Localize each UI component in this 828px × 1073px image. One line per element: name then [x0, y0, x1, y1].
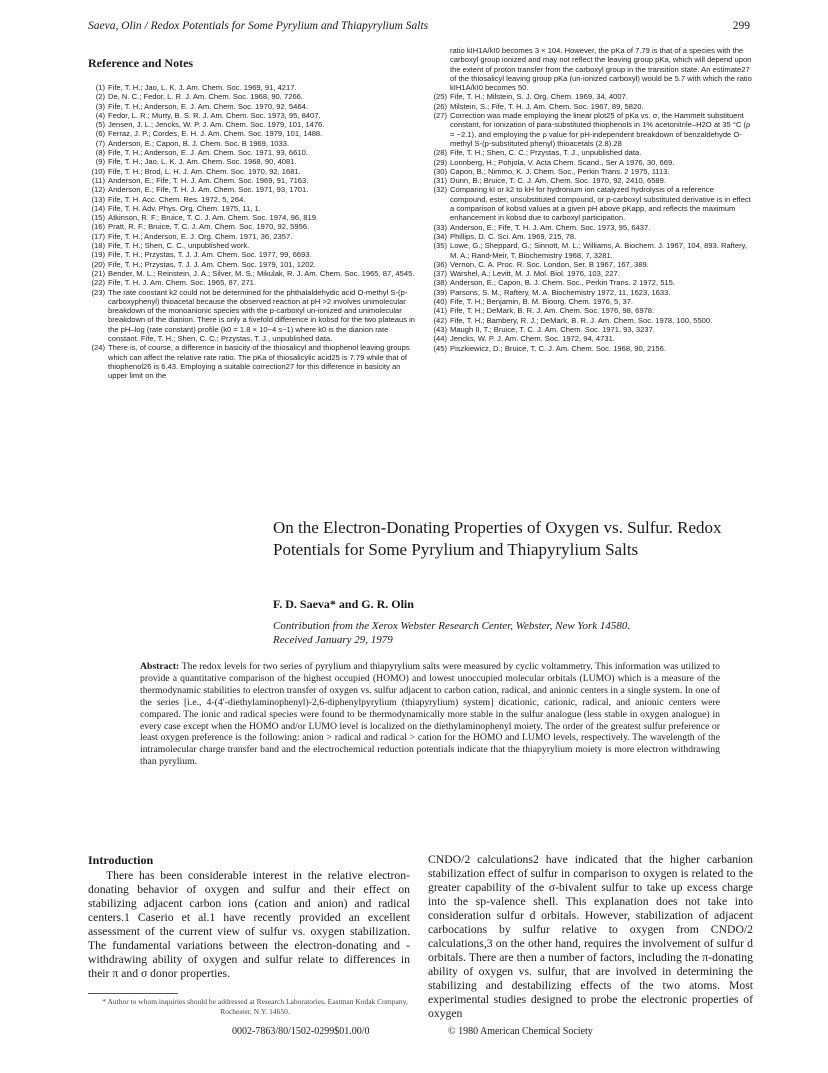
- reference-text: Capon, B.; Nimmo, K. J. Chem. Soc., Perkin Trans. 2 1975, 1113.: [450, 166, 670, 176]
- article-code: 0002-7863/80/1502-0299$01.00/0: [232, 1026, 370, 1037]
- footnote: * Author to whom inquiries should be addressed at Research Laboratories, Eastman Kodak Company, Rochester, N.Y. 14650.: [102, 997, 408, 1016]
- reference-item: [430, 325, 752, 334]
- reference-text: Milstein, S.; Fife, T. H. J. Am. Chem. Soc. 1967, 89, 5820.: [450, 101, 644, 111]
- reference-text: Anderson, E.; Capon, B. J. Chem. Soc., Perkin Trans. 2 1972, 515.: [450, 278, 675, 288]
- reference-text: Pratt, R. F.; Bruice, T. C. J. Am. Chem. Soc. 1970, 92, 5956.: [108, 222, 310, 232]
- abstract-text: The redox levels for two series of pyrylium and thiapyrylium salts were measured by cyclic voltammetry. This information was utilized to provide a quantitative comparison of the highest occupied (HOMO) and lowest unoccupied molecular orbitals (LUMO) which is a measure of the thermodynamic stabilities to electron transfer of oxygen vs. sulfur adjacent to carbon cation, radical, and anionic centers in a single system. In one of the series [i.e., 4-(4′-diethylaminophenyl)-2,6-diphenylpyrylium (thiapyrylium) system] dicationic, cationic, radical, and anionic centers were compared. The ionic and radical species were found to be thermodynamically more stable in the sulfur analogue (less stable in oxygen analogue) in every case except when the HOMO and/or LUMO level is localized on the diethylaminophenyl moiety. The order of the greatest sulfur preference or least oxygen preference is the following: anion > radical and radical > cation for the HOMO and LUMO levels, respectively. The wavelength of the intramolecular charge transfer band and the electrochemical reduction potentials indicate that the thiapyrylium moiety is more electron withdrawing than pyrylium.: [140, 661, 720, 768]
- reference-text: The rate constant k2 could not be determined for the phthalaldehydic acid O-methyl S-(p-carboxyphenyl) thioacetal because the observed reaction at pH >2 involves unimolecular breakdown of the monoanionic species with the p-carboxyl un-ionized and unimolecular breakdown of the dianion. There is only a fivefold difference in kobsd for the two plateaus in the pH–log (rate constant) profile (k0 = 1.8 × 10−4 s−1) where k0 is the dianion rate constant. Fife, T. H.; Shen, C. C.; Przystas, T. J., unpublished data.: [108, 287, 416, 344]
- reference-number: (26): [433, 101, 447, 111]
- reference-number: (10): [91, 166, 105, 176]
- copyright: © 1980 American Chemical Society: [448, 1026, 593, 1037]
- reference-text: There is, of course, a difference in basicity of the thiosalicyl and thiophenol leaving groups which can affect the relative rate ratio. The pKa of thiosalicylic acid25 is 7.79 while that of thiophenol26 is 6.43. Employing a suitable correction27 for this difference in basicity an upper limit on the: [108, 343, 410, 381]
- reference-number: (33): [433, 222, 447, 232]
- reference-item: [430, 102, 752, 111]
- reference-number: (7): [95, 138, 105, 148]
- reference-number: (25): [433, 92, 447, 102]
- reference-text: Anderson, E.; Fife, T. H. J. Am. Chem. Soc. 1971, 93, 1701.: [108, 185, 309, 195]
- reference-number: (22): [91, 278, 105, 288]
- reference-item: [430, 92, 752, 101]
- reference-item: [430, 288, 752, 297]
- reference-number: (37): [433, 269, 447, 279]
- reference-text: Comparing kI or k2 to kH for hydronium ion catalyzed hydrolysis of a reference compound, ester, unsubstituted compound, or p-carboxyl substituted derivative is in effect a comparison of kobsd values at a given pH above pKapp, and reflects the maximum enhancement in kobsd due to carboxyl participation.: [450, 185, 751, 223]
- reference-number: (12): [91, 185, 105, 195]
- reference-text: Lonnberg, H.; Pohjola, V. Acta Chem. Scand., Ser A 1976, 30, 669.: [450, 157, 675, 167]
- reference-number: (31): [433, 176, 447, 186]
- reference-number: (23): [91, 287, 105, 297]
- reference-number: (30): [433, 166, 447, 176]
- reference-text: Anderson, E.; Fife, T. H. J. Am. Chem. Soc. 1973, 95, 6437.: [450, 222, 651, 232]
- reference-text: Fife, T. H.; DeMark, B. R. J. Am. Chem. Soc. 1976, 98, 6978.: [450, 306, 655, 316]
- reference-item: [88, 269, 416, 278]
- reference-item: [430, 316, 752, 325]
- reference-number: (40): [433, 297, 447, 307]
- reference-item: [88, 129, 416, 138]
- reference-item: [430, 176, 752, 185]
- reference-number: (27): [433, 111, 447, 121]
- reference-text: De, N. C.; Fedor, L. R. J. Am. Chem. Soc. 1968, 90, 7266.: [108, 92, 303, 102]
- reference-item: [430, 260, 752, 269]
- reference-item: [88, 148, 416, 157]
- reference-text: Jencks, W. P. J. Am. Chem. Soc. 1972, 94, 4731.: [450, 334, 615, 344]
- page-number: 299: [732, 20, 750, 32]
- introduction-right-text: CNDO/2 calculations2 have indicated that the higher carbanion stabilization effect of sulfur in comparison to oxygen is related to the greater capability of the σ-bivalent sulfur to take up excess charge into the sp-valence shell. This explanation does not take into consideration sulfur d orbitals. However, stabilization of adjacent carbocations by sulfur relative to oxygen from CNDO/2 calculations,3 on the other hand, requires the involvement of sulfur d orbitals. There are then a number of factors, including the π-donating ability of oxygen vs. sulfur, that are involved in determining the stabilizing and destabilizing effects of the two atoms. Most experimental studies designed to probe the electronic properties of oxygen: [428, 853, 753, 1020]
- reference-text: Fife, T. H.; Przystas, T. J. J. Am. Chem. Soc. 1979, 101, 1202.: [108, 259, 316, 269]
- footnote-divider: [88, 993, 178, 994]
- reference-number: (41): [433, 306, 447, 316]
- reference-number: (29): [433, 157, 447, 167]
- reference-text: Lowe, G.; Sheppard, G.; Sinnott, M. L.; Williams, A. Biochem. J. 1967, 104, 893. Raftery, M. A.; Rand-Meir, T. Biochemistry 1968, 7, 3281.: [450, 241, 747, 260]
- reference-text: Fife, T. H. J. Am. Chem. Soc. 1965, 87, 271.: [108, 278, 257, 288]
- article-title: On the Electron-Donating Properties of Oxygen vs. Sulfur. Redox Potentials for Some Pyrylium and Thiapyrylium Salts: [273, 518, 722, 559]
- reference-number: (15): [91, 213, 105, 223]
- reference-number: (20): [91, 259, 105, 269]
- reference-continuation: ratio kIH1A/kI0 becomes 3 × 104. However, the pKa of 7.79 is that of a species with the carboxyl group ionized and may not reflect the leaving group pKa, which will depend upon the extent of proton transfer from the carboxyl group in the transition state. An estimate27 of the thiosalicyl leaving group pKa (un-ionized carboxyl) would be 5.7 with which the ratio kIH1A/kI0 becomes 50.: [450, 46, 752, 93]
- reference-number: (36): [433, 259, 447, 269]
- reference-number: (6): [95, 129, 105, 139]
- reference-item: [430, 334, 752, 343]
- reference-item: [430, 111, 752, 148]
- reference-number: (18): [91, 241, 105, 251]
- received-date: Received January 29, 1979: [273, 634, 393, 646]
- reference-number: (19): [91, 250, 105, 260]
- reference-text: Fife, T. H.; Benjamin, B. M. Bioorg. Chem. 1976, 5, 37.: [450, 297, 634, 307]
- reference-number: (39): [433, 287, 447, 297]
- reference-text: Fife, T. H. Adv. Phys. Org. Chem. 1975, 11, 1.: [108, 203, 261, 213]
- reference-text: Fife, T. H.; Shen, C. C., unpublished work.: [108, 241, 250, 251]
- reference-item: [88, 204, 416, 213]
- reference-text: Fife, T. H.; Brod, L. H. J. Am. Chem. Soc. 1970, 92, 1681.: [108, 166, 301, 176]
- reference-text: Fife, T. H.; Jao, L. K. J. Am. Chem. Soc. 1968, 90, 4081.: [108, 157, 297, 167]
- reference-item: [88, 111, 416, 120]
- reference-text: Fife, T. H.; Anderson, E. J. Am. Chem. Soc. 1971, 93, 6610.: [108, 148, 308, 158]
- reference-text: Jensen, J. L.; Jencks, W. P. J. Am. Chem. Soc. 1979, 101, 1476.: [108, 120, 325, 130]
- reference-number: (34): [433, 231, 447, 241]
- reference-number: (38): [433, 278, 447, 288]
- reference-number: (42): [433, 315, 447, 325]
- reference-number: (2): [95, 92, 105, 102]
- running-head: [88, 20, 750, 36]
- running-head-text: Saeva, Olin / Redox Potentials for Some Pyrylium and Thiapyrylium Salts: [88, 20, 429, 32]
- reference-item: [430, 278, 752, 287]
- reference-item: [88, 167, 416, 176]
- reference-item: [430, 306, 752, 315]
- reference-number: (44): [433, 334, 447, 344]
- reference-item: [430, 148, 752, 157]
- reference-number: (5): [95, 120, 105, 130]
- reference-item: [430, 344, 752, 353]
- reference-number: (32): [433, 185, 447, 195]
- reference-number: (17): [91, 231, 105, 241]
- reference-number: (1): [95, 83, 105, 92]
- reference-text: Correction was made employing the linear plot25 of pKa vs. σ, the Hammett substituent constant, for ionization of para-substituted thiophenols in 1% acetonitrile–H2O at 35 °C (ρ = −2.1), and employing the ρ value for pH-independent breakdown of benzaldehyde O-methyl S-(p-substituted phenyl) thioacetals (2.8).28: [450, 111, 751, 148]
- reference-number: (24): [91, 343, 105, 353]
- reference-text: Atkinson, R. F.; Bruice, T. C. J. Am. Chem. Soc. 1974, 96, 819.: [108, 213, 319, 223]
- reference-item: [88, 288, 416, 344]
- abstract-label: Abstract:: [140, 661, 180, 672]
- introduction-left-text: There has been considerable interest in the relative electron-donating behavior of oxygen and sulfur and their effect on stabilizing adjacent carbon ions (cation and anion) and radical centers.1 Caserio et al.1 have recently provided an excellent assessment of the current view of sulfur vs. oxygen stabilization. The fundamental variations between the electron-donating and -withdrawing ability of oxygen and sulfur relate to differences in their π and σ donor properties.: [88, 869, 410, 980]
- reference-item: [430, 167, 752, 176]
- reference-item: [430, 223, 752, 232]
- reference-text: Parsons, S. M.; Raftery, M. A. Biochemistry 1972, 11, 1623, 1633.: [450, 287, 671, 297]
- reference-text: Vernon, C. A. Proc. R. Soc. London, Ser. B 1967, 167, 389.: [450, 259, 649, 269]
- reference-item: [430, 297, 752, 306]
- reference-text: Fedor, L. R.; Murty, B. S. R. J. Am. Chem. Soc. 1973, 95, 8407.: [108, 110, 321, 120]
- reference-item: [88, 250, 416, 259]
- reference-number: (3): [95, 101, 105, 111]
- reference-text: Anderson, E.; Fife, T. H. J. Am. Chem. Soc. 1969, 91, 7163.: [108, 175, 309, 185]
- reference-number: (9): [95, 157, 105, 167]
- reference-item: [88, 176, 416, 185]
- reference-number: (8): [95, 148, 105, 158]
- reference-number: (21): [91, 268, 105, 278]
- reference-item: [88, 241, 416, 250]
- reference-item: [88, 139, 416, 148]
- reference-item: [88, 92, 416, 101]
- reference-text: Ferraz, J. P.; Cordes, E. H. J. Am. Chem. Soc. 1979, 101, 1488.: [108, 129, 323, 139]
- reference-text: Fife, T. H.; Anderson, E. J. Am. Chem. Soc. 1970, 92, 5464.: [108, 101, 308, 111]
- reference-item: [88, 343, 416, 380]
- reference-number: (45): [433, 343, 447, 353]
- reference-item: [88, 278, 416, 287]
- reference-item: [88, 195, 416, 204]
- reference-text: Fife, T. H.; Bambery, R. J.; DeMark, B. R. J. Am. Chem. Soc. 1978, 100, 5500.: [450, 315, 713, 325]
- reference-number: (11): [92, 175, 105, 185]
- reference-number: (4): [95, 110, 105, 120]
- reference-text: Piszkiewicz, D.; Bruice, T. C. J. Am. Chem. Soc. 1968, 90, 2156.: [450, 343, 666, 353]
- references-heading: Reference and Notes: [88, 56, 194, 70]
- reference-text: Fife, T. H. Acc. Chem. Res. 1972, 5, 264.: [108, 194, 246, 204]
- references-left-column: [88, 83, 416, 381]
- reference-number: (16): [91, 222, 105, 232]
- reference-item: [88, 157, 416, 166]
- reference-item: [88, 222, 416, 231]
- reference-number: (43): [433, 324, 447, 334]
- abstract: [140, 661, 720, 768]
- reference-text: Phillips, D. C. Sci. Am. 1969, 215, 78.: [450, 231, 577, 241]
- affiliation: Contribution from the Xerox Webster Research Center, Webster, New York 14580.: [273, 620, 631, 632]
- affiliation-block: [273, 619, 743, 647]
- reference-text: Maugh II, T.; Bruice, T. C. J. Am. Chem. Soc. 1971, 93, 3237.: [450, 324, 655, 334]
- authors: F. D. Saeva* and G. R. Olin: [273, 597, 414, 611]
- reference-text: Warshel, A.; Levitt, M. J. Mol. Biol. 1976, 103, 227.: [450, 269, 620, 279]
- reference-item: [88, 260, 416, 269]
- reference-text: Dunn, B.; Bruice, T. C. J. Am. Chem. Soc. 1970, 92, 2410, 6589.: [450, 176, 666, 186]
- reference-item: [88, 232, 416, 241]
- reference-number: (14): [91, 203, 105, 213]
- reference-item: [88, 185, 416, 194]
- reference-number: (28): [433, 148, 447, 158]
- reference-text: Anderson, E.; Capon, B. J. Chem. Soc. B 1969, 1033.: [108, 138, 290, 148]
- reference-item: [430, 232, 752, 241]
- reference-item: [430, 241, 752, 260]
- reference-text: Fife, T. H.; Przystas, T. J. J. Am. Chem. Soc. 1977, 99, 6693.: [108, 250, 312, 260]
- references-right-column: [430, 46, 752, 353]
- reference-item: [430, 185, 752, 222]
- reference-text: Fife, T. H.; Milstein, S. J. Org. Chem. 1969, 34, 4007.: [450, 92, 628, 102]
- reference-number: (35): [433, 241, 447, 251]
- introduction-heading: Introduction: [88, 853, 154, 867]
- reference-text: Bender, M. L.; Reinstein, J. A.; Silver, M. S.; Mikulak, R. J. Am. Chem. Soc. 1965, 87, 4545.: [108, 268, 415, 278]
- reference-text: Fife, T. H.; Anderson, E. J. Org. Chem. 1971, 36, 2357.: [108, 231, 293, 241]
- reference-item: [430, 269, 752, 278]
- reference-item: [88, 213, 416, 222]
- reference-number: (13): [91, 194, 105, 204]
- reference-text: Fife, T. H.; Jao, L. K. J. Am. Chem. Soc. 1969, 91, 4217.: [108, 83, 297, 92]
- reference-item: [88, 83, 416, 92]
- reference-item: [430, 158, 752, 167]
- reference-item: [88, 120, 416, 129]
- reference-text: Fife, T. H.; Shen, C. C.; Przystas, T. J., unpublished data.: [450, 148, 642, 158]
- reference-item: [88, 102, 416, 111]
